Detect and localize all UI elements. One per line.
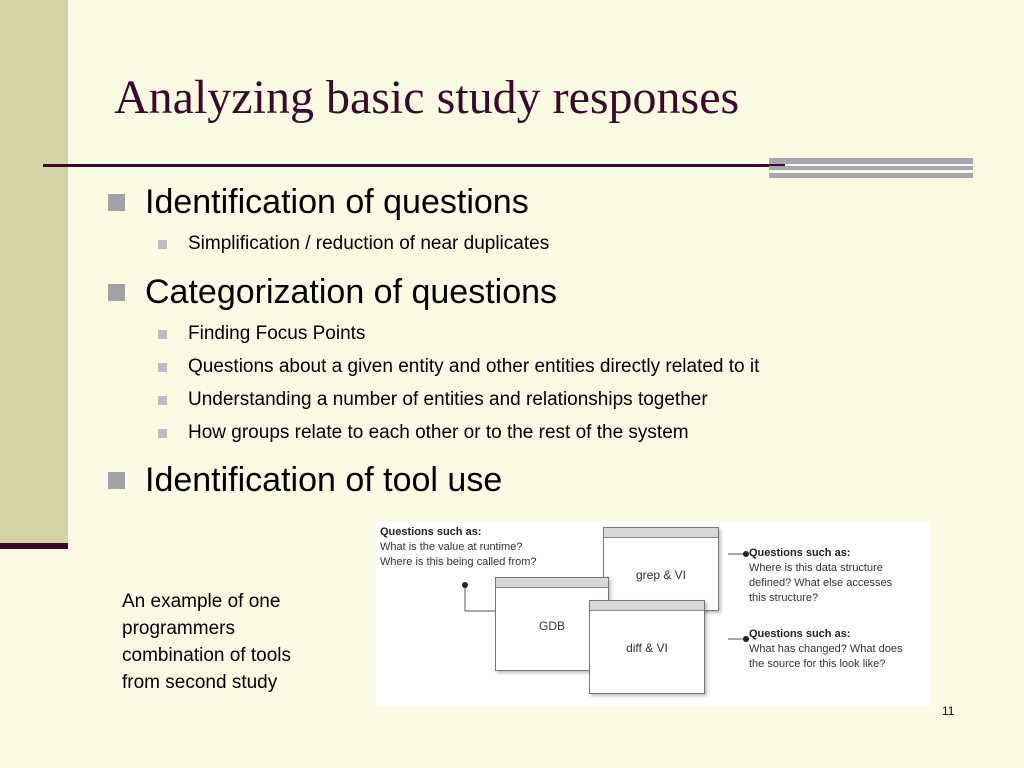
sub-bullet-text: Understanding a number of entities and relationships together — [188, 389, 708, 410]
bullet-text: Categorization of questions — [145, 273, 558, 311]
bullet-text: Identification of questions — [145, 183, 529, 221]
window-title-bar — [496, 578, 608, 588]
window-title-bar — [590, 601, 704, 611]
right-callout-line: this structure? — [749, 592, 819, 604]
left-callout-line: What is the value at runtime? — [380, 541, 523, 553]
title-decor-bar — [769, 173, 973, 178]
bullet-square-icon — [108, 284, 125, 301]
caption-line: from second study — [122, 672, 278, 693]
caption-line: programmers — [122, 618, 235, 639]
caption-line: An example of one — [122, 591, 281, 612]
sub-bullet-square-icon — [158, 363, 167, 372]
window-label: diff & VI — [626, 641, 668, 655]
right-callout-line: What has changed? What does — [749, 643, 903, 655]
bullet-text: Identification of tool use — [145, 461, 503, 499]
sub-bullet-text: Questions about a given entity and other entities directly related to it — [188, 356, 760, 377]
right-callout-heading: Questions such as: — [749, 547, 851, 559]
window-title-bar — [604, 528, 718, 538]
sub-bullet-text: Finding Focus Points — [188, 323, 366, 344]
title-decor-bar — [769, 166, 973, 170]
title-decor-bar — [769, 158, 973, 164]
grep-vi-window — [603, 527, 719, 611]
left-decor-line — [0, 543, 68, 549]
right-callout-line: defined? What else accesses — [749, 577, 893, 589]
bullet-square-icon — [108, 472, 125, 489]
sub-bullet-text: How groups relate to each other or to the rest of the system — [188, 422, 689, 443]
left-callout-line: Where is this being called from? — [380, 556, 537, 568]
title-divider — [43, 164, 785, 167]
left-decor-band — [0, 0, 68, 546]
left-callout-heading: Questions such as: — [380, 526, 482, 538]
right-callout-line: Where is this data structure — [749, 562, 883, 574]
right-callout-heading: Questions such as: — [749, 628, 851, 640]
tool-use-figure — [376, 521, 930, 706]
sub-bullet-square-icon — [158, 429, 167, 438]
window-label: grep & VI — [635, 568, 687, 582]
slide-title: Analyzing basic study responses — [114, 71, 740, 124]
right-callout-line: the source for this look like? — [749, 658, 886, 670]
caption-line: combination of tools — [122, 645, 291, 666]
sub-bullet-square-icon — [158, 240, 167, 249]
sub-bullet-square-icon — [158, 396, 167, 405]
sub-bullet-text: Simplification / reduction of near duplicates — [188, 233, 550, 254]
slide-number: 11 — [942, 704, 955, 718]
diff-vi-window — [589, 600, 705, 694]
sub-bullet-square-icon — [158, 330, 167, 339]
window-label: GDB — [538, 619, 565, 633]
bullet-square-icon — [108, 194, 125, 211]
